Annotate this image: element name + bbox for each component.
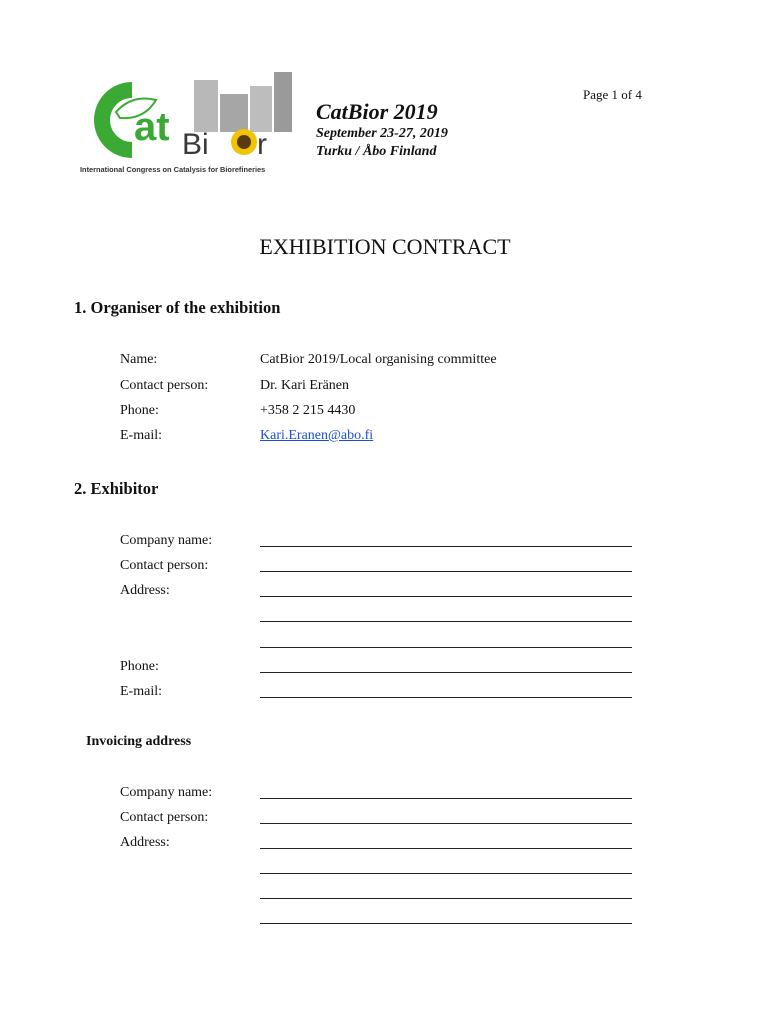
conference-dates: September 23-27, 2019 bbox=[316, 126, 448, 141]
exhibitor-phone-field[interactable] bbox=[260, 672, 632, 673]
exhibitor-email-field[interactable] bbox=[260, 697, 632, 698]
section-exhibitor-heading: 2. Exhibitor bbox=[74, 479, 159, 498]
organiser-phone-label: Phone: bbox=[120, 403, 159, 418]
exhibitor-company-field[interactable] bbox=[260, 546, 632, 547]
invoicing-contact-label: Contact person: bbox=[120, 810, 209, 825]
exhibitor-email-label: E-mail: bbox=[120, 684, 162, 699]
invoicing-address-field-4[interactable] bbox=[260, 923, 632, 924]
organiser-name-value: CatBior 2019/Local organising committee bbox=[260, 352, 497, 367]
exhibitor-contact-label: Contact person: bbox=[120, 558, 209, 573]
organiser-email-link[interactable]: Kari.Eranen@abo.fi bbox=[260, 428, 374, 443]
organiser-phone-value: +358 2 215 4430 bbox=[260, 403, 356, 418]
organiser-email-label: E-mail: bbox=[120, 428, 162, 443]
conference-location: Turku / Åbo Finland bbox=[316, 144, 437, 159]
exhibitor-phone-label: Phone: bbox=[120, 659, 159, 674]
exhibitor-address-label: Address: bbox=[120, 583, 170, 598]
invoicing-heading: Invoicing address bbox=[86, 734, 192, 749]
organiser-name-label: Name: bbox=[120, 352, 158, 367]
svg-text:at: at bbox=[134, 105, 170, 149]
exhibitor-contact-field[interactable] bbox=[260, 571, 632, 572]
organiser-contact-label: Contact person: bbox=[120, 378, 209, 393]
svg-text:Bi: Bi bbox=[182, 128, 209, 161]
invoicing-address-label: Address: bbox=[120, 835, 170, 850]
invoicing-company-field[interactable] bbox=[260, 798, 632, 799]
exhibitor-address-field-2[interactable] bbox=[260, 621, 632, 622]
exhibitor-address-field-3[interactable] bbox=[260, 647, 632, 648]
organiser-contact-value: Dr. Kari Eränen bbox=[260, 378, 350, 393]
invoicing-address-field-3[interactable] bbox=[260, 898, 632, 899]
exhibitor-address-field-1[interactable] bbox=[260, 596, 632, 597]
svg-text:r: r bbox=[257, 128, 267, 161]
catbior-logo bbox=[74, 72, 296, 176]
catbior-logo-graphic bbox=[74, 72, 296, 176]
svg-text:International Congress on Cata: International Congress on Catalysis for Biorefineries bbox=[80, 165, 266, 174]
section-organiser-heading: 1. Organiser of the exhibition bbox=[74, 298, 281, 317]
invoicing-address-field-2[interactable] bbox=[260, 873, 632, 874]
conference-title: CatBior 2019 bbox=[316, 99, 438, 124]
document-title: EXHIBITION CONTRACT bbox=[259, 234, 511, 259]
invoicing-address-field-1[interactable] bbox=[260, 848, 632, 849]
invoicing-contact-field[interactable] bbox=[260, 823, 632, 824]
exhibitor-company-label: Company name: bbox=[120, 533, 213, 548]
invoicing-company-label: Company name: bbox=[120, 785, 213, 800]
page-indicator: Page 1 of 4 bbox=[583, 87, 642, 102]
